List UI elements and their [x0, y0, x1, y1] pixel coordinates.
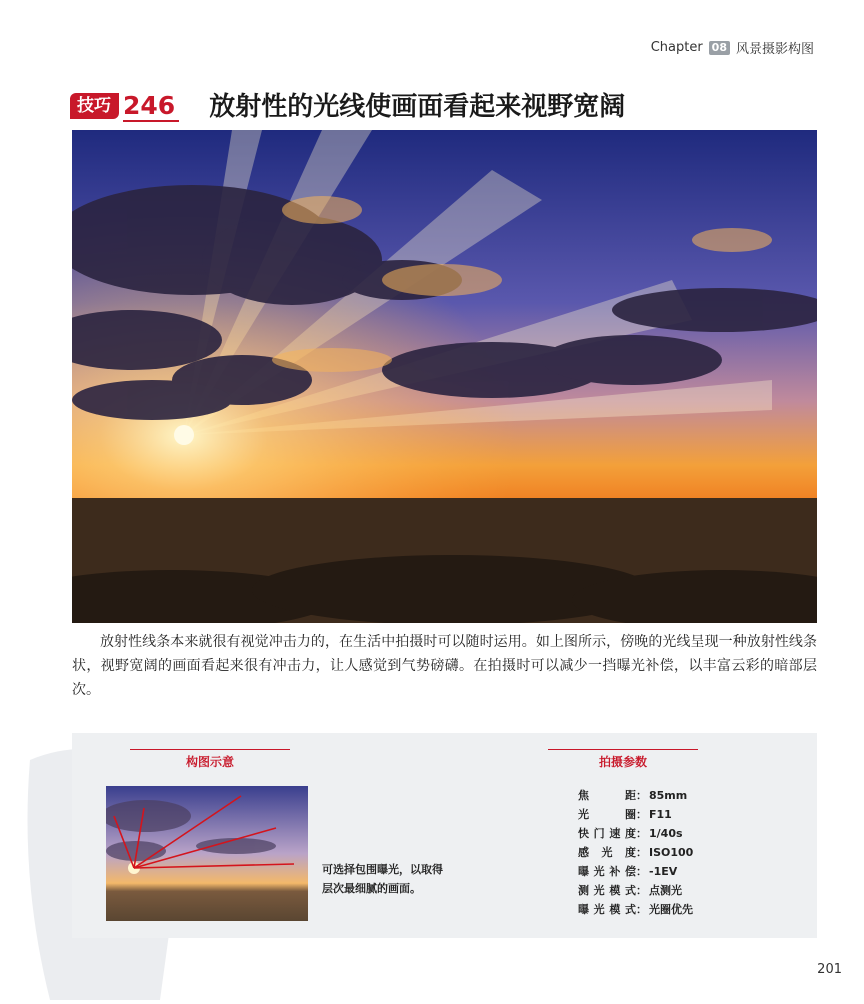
- param-row: 测光模式： 点测光: [578, 881, 778, 900]
- param-value: 85mm: [649, 789, 688, 802]
- param-row: 快门速度： 1/40s: [578, 824, 778, 843]
- composition-caption: 可选择包围曝光，以取得层次最细腻的画面。: [322, 863, 443, 895]
- param-value: ISO100: [649, 846, 694, 859]
- chapter-label: Chapter: [650, 40, 703, 55]
- param-row: 焦距： 85mm: [578, 786, 778, 805]
- param-label: 曝光补偿: [578, 865, 636, 878]
- param-label: 测光模式: [578, 884, 636, 897]
- params-title-line: [548, 749, 698, 750]
- page-title: [70, 86, 810, 122]
- param-value: F11: [649, 808, 672, 821]
- param-label: 焦距: [578, 789, 636, 802]
- tip-number: 246: [123, 92, 179, 122]
- param-label: 光圈: [578, 808, 636, 821]
- params-section-title: 拍摄参数: [598, 755, 647, 769]
- param-row: 光圈： F11: [578, 805, 778, 824]
- composition-title-line: [130, 749, 290, 750]
- param-value: 1/40s: [649, 827, 683, 840]
- title-text: 放射性的光线使画面看起来视野宽阔: [209, 92, 626, 122]
- sunset-photo: [72, 130, 817, 623]
- body-paragraph: 放射性线条本来就很有视觉冲击力的，在生活中拍摄时可以随时运用。如上图所示，傍晚的光线呈现一种放射性线条状，视野宽阔的画面看起来很有冲击力，让人感觉到气势磅礴。在拍摄时可以减少一挡曝光补偿，以丰富云彩的暗部层次。: [72, 634, 817, 698]
- param-value: 光圈优先: [649, 903, 693, 916]
- chapter-title: 风景摄影构图: [735, 42, 814, 57]
- param-row: 曝光模式： 光圈优先: [578, 900, 778, 919]
- chapter-number-badge: 08: [709, 41, 730, 55]
- composition-diagram: [106, 786, 308, 921]
- param-row: 曝光补偿： -1EV: [578, 862, 778, 881]
- shooting-params-list: [578, 786, 778, 919]
- param-value: -1EV: [649, 865, 678, 878]
- param-label: 感光度: [578, 846, 636, 859]
- composition-section-title: 构图示意: [185, 755, 234, 769]
- page-number: 201: [817, 962, 842, 977]
- param-value: 点测光: [649, 884, 682, 897]
- param-label: 快门速度: [578, 827, 636, 840]
- chapter-header: [651, 38, 814, 57]
- param-label: 曝光模式: [578, 903, 636, 916]
- tip-badge: 技巧: [70, 93, 119, 119]
- param-row: 感光度： ISO100: [578, 843, 778, 862]
